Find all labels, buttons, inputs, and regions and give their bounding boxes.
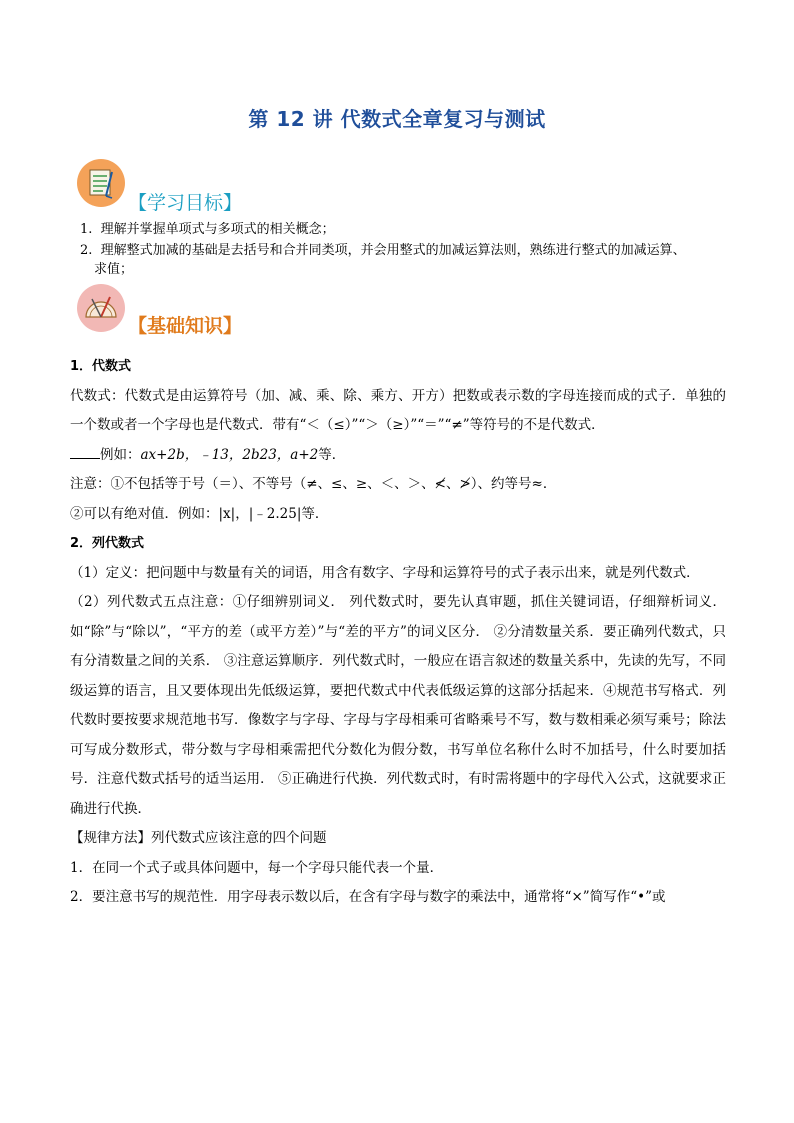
paragraph-example [70, 441, 726, 471]
paragraph-rule-2: 2．要注意书写的规范性．用字母表示数以后，在含有字母与数字的乘法中，通常将“×”简写作“•”或 [70, 889, 666, 905]
paragraph-definition: 代数式：代数式是由运算符号（加、减、乘、除、乘方、开方）把数或表示数的字母连接而成的式子．单独的一个数或者一个字母也是代数式．带有“＜（≤）”“＞（≥）”“＝”“≠”等符号的不是代数式． [70, 387, 726, 433]
paragraph-rule-heading: 【规律方法】列代数式应该注意的四个问题 [70, 830, 327, 846]
page-title: 第 12 讲 代数式全章复习与测试 [248, 107, 546, 131]
blank-line [70, 446, 100, 459]
goal-num: 2. [80, 243, 93, 258]
content-body [70, 352, 726, 913]
paragraph-rule-1: 1．在同一个式子或具体问题中，每一个字母只能代表一个量． [70, 859, 444, 876]
section-label-basics: 【基础知识】 [128, 315, 243, 337]
goal-text: 求值； [94, 262, 134, 277]
paragraph-five-points: （2）列代数式五点注意：①仔细辨别词义． 列代数式时，要先认真审题，抓住关键词语，仔细辩析词义．如“除”与“除以”，“平方的差（或平方差）”与“差的平方”的词义区分． ②分清数量关系．要正确列代数式，只有分清数量之间的关系． ③注意运算顺序．列代数式时，一般应在语言叙述的数量关系中，先读的先写，不同级运算的语言，且又要体现出先低级运算，要把代数式中代表低级运算的这部分括起来．④规范书写格式．列代数时要按要求规范地书写．像数字与字母、字母与字母相乘可省略乘号不写，数与数相乘必须写乘号；除法可写成分数形式，带分数与字母相乘需把代分数化为假分数，书写单位名称什么时不加括号，什么时要加括号．注意代数式括号的适当运用． ⑤正确进行代换．列代数式时，有时需将题中的字母代入公式，这就要求正确进行代换． [70, 594, 726, 817]
protractor-icon [76, 283, 126, 333]
example-suffix: 等． [318, 446, 346, 463]
example-math: ax+2b，﹣13，2b23，a+2 [140, 446, 319, 463]
goal-text: 理解并掌握单项式与多项式的相关概念； [100, 222, 335, 237]
goal-item [80, 241, 686, 261]
paragraph-definition-2: （1）定义：把问题中与数量有关的词语，用含有数字、字母和运算符号的式子表示出来，就是列代数式． [70, 564, 700, 581]
section-label-goals: 【学习目标】 [128, 192, 243, 214]
goal-num: 1. [80, 222, 93, 237]
heading-algebraic-expression: 1．代数式 [70, 359, 132, 374]
notebook-icon [76, 158, 126, 208]
heading-writing-expressions: 2．列代数式 [70, 536, 145, 551]
goal-item [94, 260, 133, 280]
paragraph-note-2: ②可以有绝对值．例如：|x|，|﹣2.25|等． [70, 505, 329, 522]
example-prefix: 例如： [100, 446, 141, 463]
goal-text: 理解整式加减的基础是去括号和合并同类项，并会用整式的加减运算法则，熟练进行整式的加减运算、 [100, 243, 686, 258]
goal-item [80, 220, 335, 240]
paragraph-note-1: 注意：①不包括等于号（＝）、不等号（≠、≤、≥、＜、＞、≮、≯）、约等号≈． [70, 476, 557, 492]
